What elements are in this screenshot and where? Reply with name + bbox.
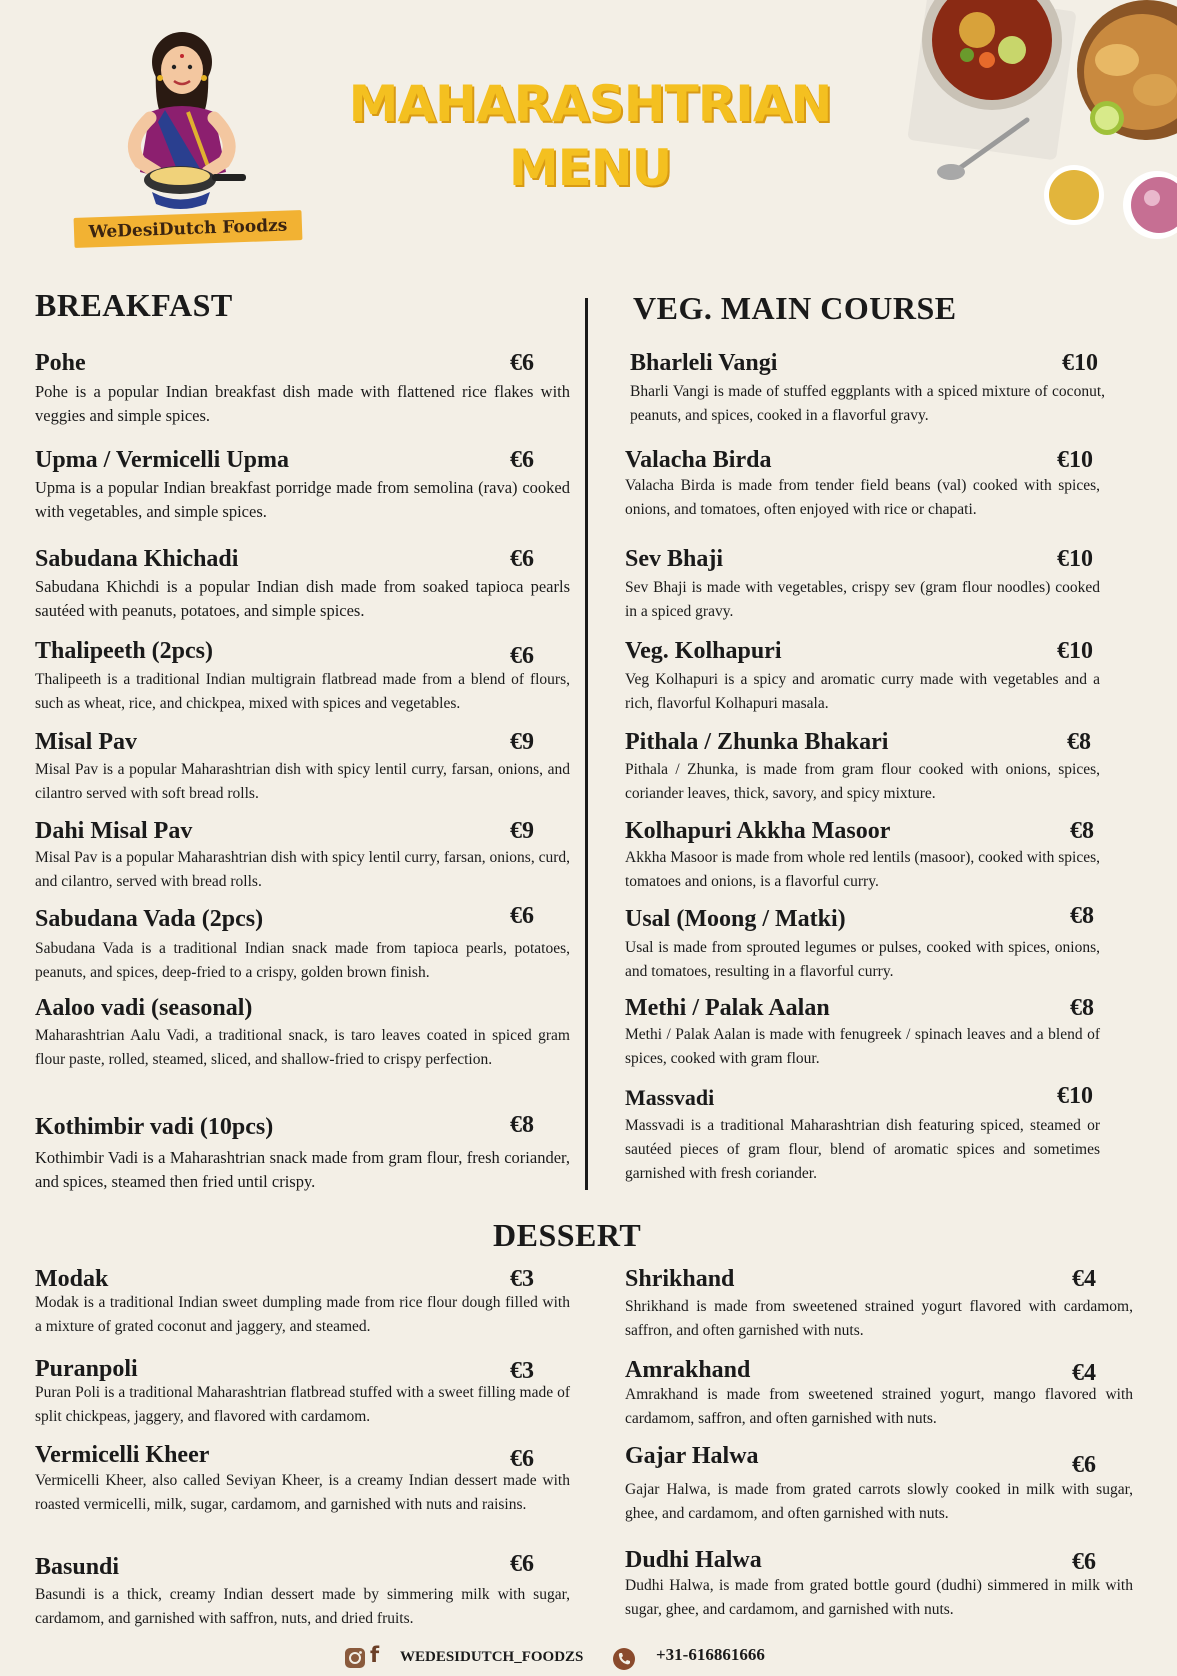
- item-price: €6: [1072, 1452, 1096, 1478]
- title-line-2: MENU: [508, 139, 672, 197]
- item-name: Dahi Misal Pav: [35, 818, 193, 844]
- item-name: Misal Pav: [35, 729, 137, 755]
- item-price: €6: [510, 447, 534, 473]
- item-name: Valacha Birda: [625, 447, 772, 473]
- section-veg-main-course: VEG. MAIN COURSE: [633, 290, 957, 326]
- item-description: Gajar Halwa, is made from grated carrots slowly cooked in milk with sugar, ghee, and cardamom, and often garnished with nuts.: [625, 1481, 1133, 1522]
- item-description: Upma is a popular Indian breakfast porridge made from semolina (rava) cooked with vegetables, and simple spices.: [35, 478, 570, 521]
- item-name: Sabudana Vada (2pcs): [35, 906, 264, 932]
- item-name: Pithala / Zhunka Bhakari: [625, 729, 889, 755]
- item-name: Puranpoli: [35, 1356, 138, 1382]
- item-name: Vermicelli Kheer: [35, 1442, 210, 1468]
- section-dessert: DESSERT: [493, 1217, 642, 1253]
- item-price: €8: [1070, 818, 1094, 844]
- item-description: Bharli Vangi is made of stuffed eggplants with a spiced mixture of coconut, peanuts, and spices, cooked in a flavorful gravy.: [630, 383, 1105, 424]
- item-name: Dudhi Halwa: [625, 1547, 762, 1573]
- phone-number[interactable]: +31-616861666: [656, 1645, 765, 1664]
- item-name: Kothimbir vadi (10pcs): [35, 1114, 274, 1140]
- item-price: €3: [510, 1266, 534, 1292]
- title-line-1: MAHARASHTRIAN: [348, 75, 832, 133]
- item-name: Kolhapuri Akkha Masoor: [625, 818, 891, 844]
- item-description: Dudhi Halwa, is made from grated bottle gourd (dudhi) simmered in milk with sugar, ghee, and cardamom, and garnished with nuts.: [625, 1577, 1133, 1618]
- item-price: €10: [1057, 638, 1093, 664]
- item-description: Valacha Birda is made from tender field beans (val) cooked with spices, onions, and tomatoes, often enjoyed with rice or chapati.: [625, 477, 1100, 518]
- item-price: €6: [510, 546, 534, 572]
- item-description: Sev Bhaji is made with vegetables, crispy sev (gram flour noodles) cooked in a spiced gravy.: [625, 579, 1100, 620]
- item-name: Gajar Halwa: [625, 1443, 759, 1469]
- column-divider: [585, 298, 588, 1190]
- item-price: €6: [510, 1446, 534, 1472]
- item-description: Pithala / Zhunka, is made from gram flour cooked with onions, spices, coriander leaves, thick, savory, and spicy mixture.: [625, 761, 1100, 802]
- item-description: Maharashtrian Aalu Vadi, a traditional snack, is taro leaves coated in spiced gram flour paste, rolled, steamed, sliced, and shallow-fried to crispy perfection.: [35, 1027, 570, 1068]
- item-description: Thalipeeth is a traditional Indian multigrain flatbread made from a blend of flours, such as wheat, rice, and chickpea, mixed with spices and vegetables.: [35, 671, 570, 712]
- facebook-icon[interactable]: f: [370, 1643, 380, 1667]
- item-name: Veg. Kolhapuri: [625, 638, 782, 664]
- item-price: €4: [1072, 1266, 1096, 1292]
- item-price: €6: [510, 903, 534, 929]
- item-price: €8: [510, 1112, 534, 1138]
- item-description: Amrakhand is made from sweetened strained yogurt, mango flavored with cardamom, saffron, and often garnished with nuts.: [625, 1386, 1133, 1427]
- item-description: Misal Pav is a popular Maharashtrian dish with spicy lentil curry, farsan, onions, and cilantro served with soft bread rolls.: [35, 761, 570, 802]
- item-description: Misal Pav is a popular Maharashtrian dish with spicy lentil curry, farsan, onions, curd, and cilantro, served with bread rolls.: [35, 849, 570, 890]
- item-name: Modak: [35, 1266, 109, 1292]
- item-name: Pohe: [35, 350, 86, 376]
- item-price: €8: [1067, 729, 1091, 755]
- item-price: €10: [1057, 1083, 1093, 1109]
- item-price: €6: [510, 1551, 534, 1577]
- item-description: Shrikhand is made from sweetened strained yogurt flavored with cardamom, saffron, and often garnished with nuts.: [625, 1298, 1133, 1339]
- food-photo-illustration: [877, 0, 1177, 250]
- item-price: €8: [1070, 995, 1094, 1021]
- page-title: [330, 72, 850, 200]
- item-description: Basundi is a thick, creamy Indian dessert made by simmering milk with sugar, cardamom, and garnished with saffron, nuts, and dried fruits.: [35, 1586, 570, 1627]
- item-price: €3: [510, 1358, 534, 1384]
- footer: [340, 1645, 800, 1673]
- item-description: Kothimbir Vadi is a Maharashtrian snack made from gram flour, fresh coriander, and spices, steamed then fried until crispy.: [35, 1148, 570, 1191]
- item-price: €9: [510, 818, 534, 844]
- item-name: Sev Bhaji: [625, 546, 724, 572]
- item-description: Akkha Masoor is made from whole red lentils (masoor), cooked with spices, tomatoes and onions, is a flavorful curry.: [625, 849, 1100, 890]
- item-name: Methi / Palak Aalan: [625, 995, 830, 1021]
- item-name: Amrakhand: [625, 1357, 751, 1383]
- item-description: Pohe is a popular Indian breakfast dish made with flattened rice flakes with veggies and simple spices.: [35, 382, 570, 425]
- item-description: Vermicelli Kheer, also called Seviyan Kheer, is a creamy Indian dessert made with roasted vermicelli, milk, sugar, cardamom, and garnished with nuts and raisins.: [35, 1472, 570, 1513]
- item-name: Upma / Vermicelli Upma: [35, 447, 289, 473]
- item-name: Thalipeeth (2pcs): [35, 638, 214, 664]
- item-price: €9: [510, 729, 534, 755]
- item-name: Sabudana Khichadi: [35, 546, 239, 572]
- item-price: €10: [1057, 546, 1093, 572]
- item-description: Usal is made from sprouted legumes or pulses, cooked with spices, onions, and tomatoes, resulting in a flavorful curry.: [625, 939, 1100, 980]
- item-price: €8: [1070, 903, 1094, 929]
- item-price: €4: [1072, 1360, 1096, 1386]
- item-price: €10: [1057, 447, 1093, 473]
- instagram-icon[interactable]: [344, 1647, 366, 1669]
- item-name: Shrikhand: [625, 1266, 735, 1292]
- brand-banner: WeDesiDutch Foodzs: [74, 210, 303, 248]
- item-description: Massvadi is a traditional Maharashtrian dish featuring spiced, steamed or sautéed pieces of gram flour, blend of aromatic spices and sometimes garnished with fresh coriander.: [625, 1117, 1100, 1182]
- item-description: Methi / Palak Aalan is made with fenugreek / spinach leaves and a blend of spices, cooked with gram flour.: [625, 1026, 1100, 1067]
- item-price: €10: [1062, 350, 1098, 376]
- item-description: Sabudana Vada is a traditional Indian snack made from tapioca pearls, potatoes, peanuts, and spices, deep-fried to a crispy, golden brown finish.: [35, 940, 570, 981]
- phone-icon: [612, 1647, 636, 1671]
- item-name: Basundi: [35, 1554, 120, 1580]
- item-name: Bharleli Vangi: [630, 350, 778, 376]
- item-price: €6: [510, 350, 534, 376]
- item-price: €6: [510, 643, 534, 669]
- item-description: Veg Kolhapuri is a spicy and aromatic curry made with vegetables and a rich, flavorful Kolhapuri masala.: [625, 671, 1100, 712]
- item-name: Massvadi: [625, 1085, 715, 1110]
- item-name: Usal (Moong / Matki): [625, 906, 846, 932]
- social-handle[interactable]: WEDESIDUTCH_FOODZS: [400, 1649, 584, 1665]
- section-breakfast: BREAKFAST: [35, 287, 233, 323]
- item-description: Puran Poli is a traditional Maharashtrian flatbread stuffed with a sweet filling made of split chickpeas, jaggery, and flavored with cardamom.: [35, 1384, 570, 1425]
- item-description: Sabudana Khichdi is a popular Indian dish made from soaked tapioca pearls sautéed with peanuts, potatoes, and simple spices.: [35, 577, 570, 620]
- item-name: Aaloo vadi (seasonal): [35, 995, 253, 1021]
- item-description: Modak is a traditional Indian sweet dumpling made from rice flour dough filled with a mixture of grated coconut and jaggery, and steamed.: [35, 1294, 570, 1335]
- item-price: €6: [1072, 1549, 1096, 1575]
